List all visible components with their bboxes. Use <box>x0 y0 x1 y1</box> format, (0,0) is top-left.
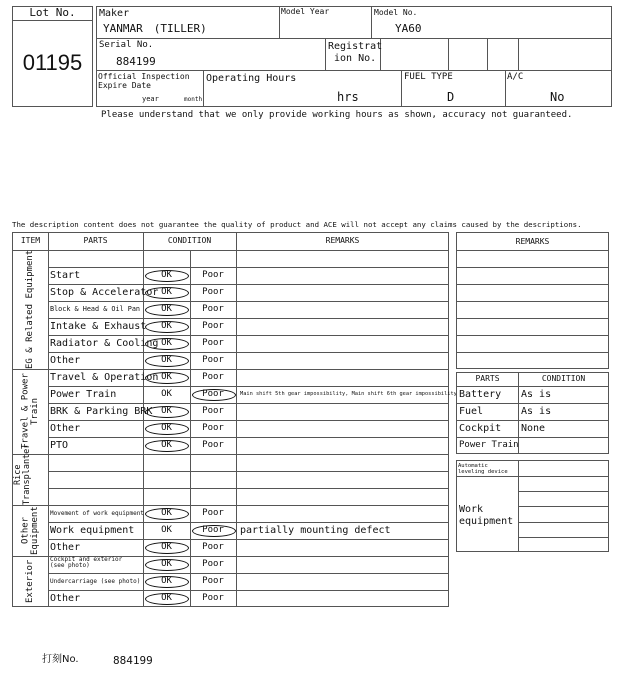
part-name: Other <box>50 422 81 434</box>
header-remarks: REMARKS <box>325 236 360 245</box>
poor-option[interactable]: Poor <box>202 270 224 280</box>
table-row <box>48 437 449 454</box>
table-row <box>48 471 449 488</box>
work-equipment-label-1: Work <box>459 504 484 515</box>
model-no-label: Model No. <box>374 8 418 17</box>
divider <box>236 250 237 267</box>
ok-selected-circle <box>145 270 189 282</box>
ok-selected-circle <box>145 423 189 435</box>
divider <box>236 505 237 522</box>
poor-option[interactable]: Poor <box>202 287 224 297</box>
divider <box>48 352 49 369</box>
group-label: EG & Related Equipment <box>24 249 35 370</box>
side-part-condition: As is <box>521 406 552 417</box>
divider <box>48 420 449 421</box>
part-name: Block & Head & Oil Pan <box>50 305 141 314</box>
divider <box>48 403 49 420</box>
divider <box>518 522 609 523</box>
part-name: Intake & Exhaust <box>50 320 147 332</box>
divider <box>236 471 237 488</box>
table-row <box>48 454 449 471</box>
divider <box>48 369 49 386</box>
group-label: Rice Transplanter <box>13 443 32 505</box>
inspection-table <box>12 232 457 607</box>
divider <box>457 420 608 421</box>
lot-number: 01195 <box>22 50 83 75</box>
divider <box>48 573 449 574</box>
table-row <box>48 539 449 556</box>
remarks-text: partially mounting defect <box>240 524 391 536</box>
part-name: Cockpit and exterior (see photo) <box>50 556 123 570</box>
maker-value: YANMAR (TILLER) <box>103 22 207 35</box>
ok-option[interactable]: OK <box>161 355 172 365</box>
divider <box>48 437 449 438</box>
auto-leveling-label: Automatic leveling device <box>458 463 508 476</box>
header-item: ITEM <box>20 236 41 245</box>
divider <box>48 471 449 472</box>
divider <box>48 590 449 591</box>
remarks-text: Main shift 5th gear impossibility, Main shift 6th gear impossibility <box>240 390 457 397</box>
ac-label: A/C <box>507 72 524 82</box>
poor-option[interactable]: Poor <box>202 338 224 348</box>
lot-label: Lot No. <box>29 6 76 19</box>
maker-label: Maker <box>99 8 130 19</box>
divider <box>457 318 608 319</box>
hours-note: Please understand that we only provide working hours as shown, accuracy not guaranteed. <box>101 110 573 120</box>
divider <box>457 267 608 268</box>
divider <box>190 488 191 505</box>
serial-value: 884199 <box>116 55 156 68</box>
ok-selected-circle <box>145 440 189 452</box>
ok-selected-circle <box>145 559 189 571</box>
divider <box>236 522 237 539</box>
group-label: Other Equipment <box>20 506 40 555</box>
ok-option[interactable]: OK <box>161 440 172 450</box>
ok-option[interactable]: OK <box>161 389 172 399</box>
part-name: Power Train <box>50 388 117 400</box>
divider <box>48 505 49 522</box>
divider <box>190 250 191 267</box>
ok-selected-circle <box>145 576 189 588</box>
ok-selected-circle <box>145 321 189 333</box>
divider <box>48 284 49 301</box>
ok-selected-circle <box>145 287 189 299</box>
divider <box>48 250 49 267</box>
registration-label-1: Registrat <box>328 41 383 52</box>
side-part-condition: None <box>521 423 546 434</box>
ok-option[interactable]: OK <box>161 508 172 518</box>
divider <box>48 352 449 353</box>
part-name: BRK & Parking BRK <box>50 405 153 417</box>
divider <box>48 539 449 540</box>
stamp-value: 884199 <box>113 654 153 667</box>
divider <box>457 437 608 438</box>
table-row <box>48 352 449 369</box>
divider <box>236 556 237 573</box>
divider <box>457 335 608 336</box>
inspection-year: year <box>142 95 159 103</box>
divider <box>236 301 237 318</box>
divider <box>48 488 449 489</box>
poor-option[interactable]: Poor <box>202 423 224 433</box>
side-remarks-table <box>456 232 609 369</box>
part-name: Undercarriage (see photo) <box>50 577 141 585</box>
divider <box>236 403 237 420</box>
ok-option[interactable]: OK <box>161 270 172 280</box>
side-parts-header: PARTS <box>475 374 500 383</box>
poor-option[interactable]: Poor <box>202 542 224 552</box>
divider <box>457 284 608 285</box>
divider <box>236 539 237 556</box>
inspection-label-1: Official Inspection <box>98 72 190 81</box>
side-parts-table <box>456 372 609 454</box>
ok-selected-circle <box>145 542 189 554</box>
divider <box>48 284 449 285</box>
header-condition: CONDITION <box>167 236 212 245</box>
ok-option[interactable]: OK <box>161 304 172 314</box>
poor-option[interactable]: Poor <box>202 525 224 535</box>
divider <box>236 437 237 454</box>
divider <box>143 250 144 267</box>
ok-option[interactable]: OK <box>161 338 172 348</box>
divider <box>48 522 49 539</box>
stamp-label: 打刻No. <box>42 654 79 665</box>
divider <box>48 488 49 505</box>
part-name: Other <box>50 541 81 553</box>
ok-selected-circle <box>145 304 189 316</box>
side-part-name: Cockpit <box>459 423 502 434</box>
ok-selected-circle <box>145 338 189 350</box>
ok-selected-circle <box>145 355 189 367</box>
model-no-value: YA60 <box>395 22 422 35</box>
model-year-label: Model Year <box>281 7 330 16</box>
divider <box>457 301 608 302</box>
part-name: Stop & Accelerator <box>50 286 159 298</box>
divider <box>48 301 449 302</box>
part-name: Other <box>50 592 81 604</box>
divider <box>236 488 237 505</box>
divider <box>236 267 237 284</box>
side-work-table <box>456 460 609 552</box>
poor-option[interactable]: Poor <box>202 372 224 382</box>
divider <box>48 437 49 454</box>
divider <box>457 403 608 404</box>
ok-option[interactable]: OK <box>161 542 172 552</box>
side-part-name: Power Train <box>459 440 519 450</box>
ok-selected-circle <box>145 406 189 418</box>
divider <box>48 301 49 318</box>
divider <box>48 335 449 336</box>
poor-option[interactable]: Poor <box>202 508 224 518</box>
divider <box>48 590 49 607</box>
divider <box>190 471 191 488</box>
ok-selected-circle <box>145 508 189 520</box>
table-row <box>48 488 449 505</box>
ok-option[interactable]: OK <box>161 406 172 416</box>
ok-option[interactable]: OK <box>161 372 172 382</box>
fuel-type-label: FUEL TYPE <box>404 72 453 82</box>
divider <box>48 335 49 352</box>
part-name: Start <box>50 269 81 281</box>
ok-selected-circle <box>145 593 189 605</box>
table-row <box>48 250 449 267</box>
side-part-name: Fuel <box>459 406 484 417</box>
disclaimer: The description content does not guarantee the quality of product and ACE will not accept any claims caused by the descriptions. <box>12 220 582 229</box>
divider <box>48 522 449 523</box>
ok-option[interactable]: OK <box>161 287 172 297</box>
divider <box>236 335 237 352</box>
table-row <box>48 420 449 437</box>
ok-option[interactable]: OK <box>161 593 172 603</box>
divider <box>518 506 609 507</box>
divider <box>143 471 144 488</box>
side-remarks-header: REMARKS <box>515 237 550 246</box>
divider <box>48 267 449 268</box>
divider <box>236 386 237 403</box>
ok-option[interactable]: OK <box>161 423 172 433</box>
divider <box>143 454 144 471</box>
side-part-name: Battery <box>459 389 502 400</box>
divider <box>143 488 144 505</box>
divider <box>457 386 608 387</box>
divider <box>143 233 144 250</box>
poor-option[interactable]: Poor <box>202 559 224 569</box>
divider <box>190 454 191 471</box>
group-label: Travel & Power Train <box>20 373 40 450</box>
side-condition-header: CONDITION <box>541 374 586 383</box>
table-row <box>48 590 449 607</box>
divider <box>48 573 49 590</box>
operating-hours-label: Operating Hours <box>206 73 297 84</box>
divider <box>236 318 237 335</box>
divider <box>48 539 49 556</box>
ok-option[interactable]: OK <box>161 321 172 331</box>
divider <box>48 233 49 250</box>
ok-option[interactable]: OK <box>161 559 172 569</box>
divider <box>518 537 609 538</box>
divider <box>48 471 49 488</box>
poor-option[interactable]: Poor <box>202 593 224 603</box>
ok-option[interactable]: OK <box>161 525 172 535</box>
divider <box>236 233 237 250</box>
part-name: Work equipment <box>50 524 135 536</box>
divider <box>236 420 237 437</box>
divider <box>236 284 237 301</box>
divider <box>48 403 449 404</box>
part-name: PTO <box>50 439 69 451</box>
side-part-condition: As is <box>521 389 552 400</box>
divider <box>48 318 449 319</box>
poor-option[interactable]: Poor <box>202 440 224 450</box>
poor-selected-circle <box>192 525 236 537</box>
ok-selected-circle <box>145 372 189 384</box>
divider <box>457 476 608 477</box>
poor-option[interactable]: Poor <box>202 406 224 416</box>
table-row <box>48 267 449 284</box>
header-parts: PARTS <box>83 236 108 245</box>
divider <box>48 420 49 437</box>
divider <box>48 454 49 471</box>
part-name: Movement of work equipment <box>50 509 144 517</box>
divider <box>457 250 608 251</box>
part-name: Radiator & Cooling <box>50 337 159 349</box>
ok-option[interactable]: OK <box>161 576 172 586</box>
inspection-label-2: Expire Date <box>98 81 151 90</box>
poor-option[interactable]: Poor <box>202 389 224 399</box>
serial-label: Serial No. <box>99 40 154 50</box>
part-name: Travel & Operation <box>50 371 159 383</box>
group-label: Exterior <box>24 559 35 604</box>
work-equipment-label-2: equipment <box>459 516 514 527</box>
fuel-type-value: D <box>447 90 455 104</box>
divider <box>48 556 49 573</box>
operating-hours-unit: hrs <box>337 90 359 104</box>
poor-option[interactable]: Poor <box>202 304 224 314</box>
poor-selected-circle <box>192 389 236 401</box>
divider <box>236 590 237 607</box>
part-name: Other <box>50 354 81 366</box>
divider <box>457 352 608 353</box>
divider <box>236 352 237 369</box>
registration-label-2: ion No. <box>334 53 377 64</box>
divider <box>236 454 237 471</box>
ac-value: No <box>550 90 565 104</box>
divider <box>48 386 49 403</box>
poor-option[interactable]: Poor <box>202 355 224 365</box>
divider <box>48 386 449 387</box>
divider <box>48 318 49 335</box>
divider <box>236 369 237 386</box>
divider <box>48 267 49 284</box>
poor-option[interactable]: Poor <box>202 321 224 331</box>
inspection-month: month <box>184 96 203 103</box>
divider <box>236 573 237 590</box>
divider <box>518 491 609 492</box>
poor-option[interactable]: Poor <box>202 576 224 586</box>
